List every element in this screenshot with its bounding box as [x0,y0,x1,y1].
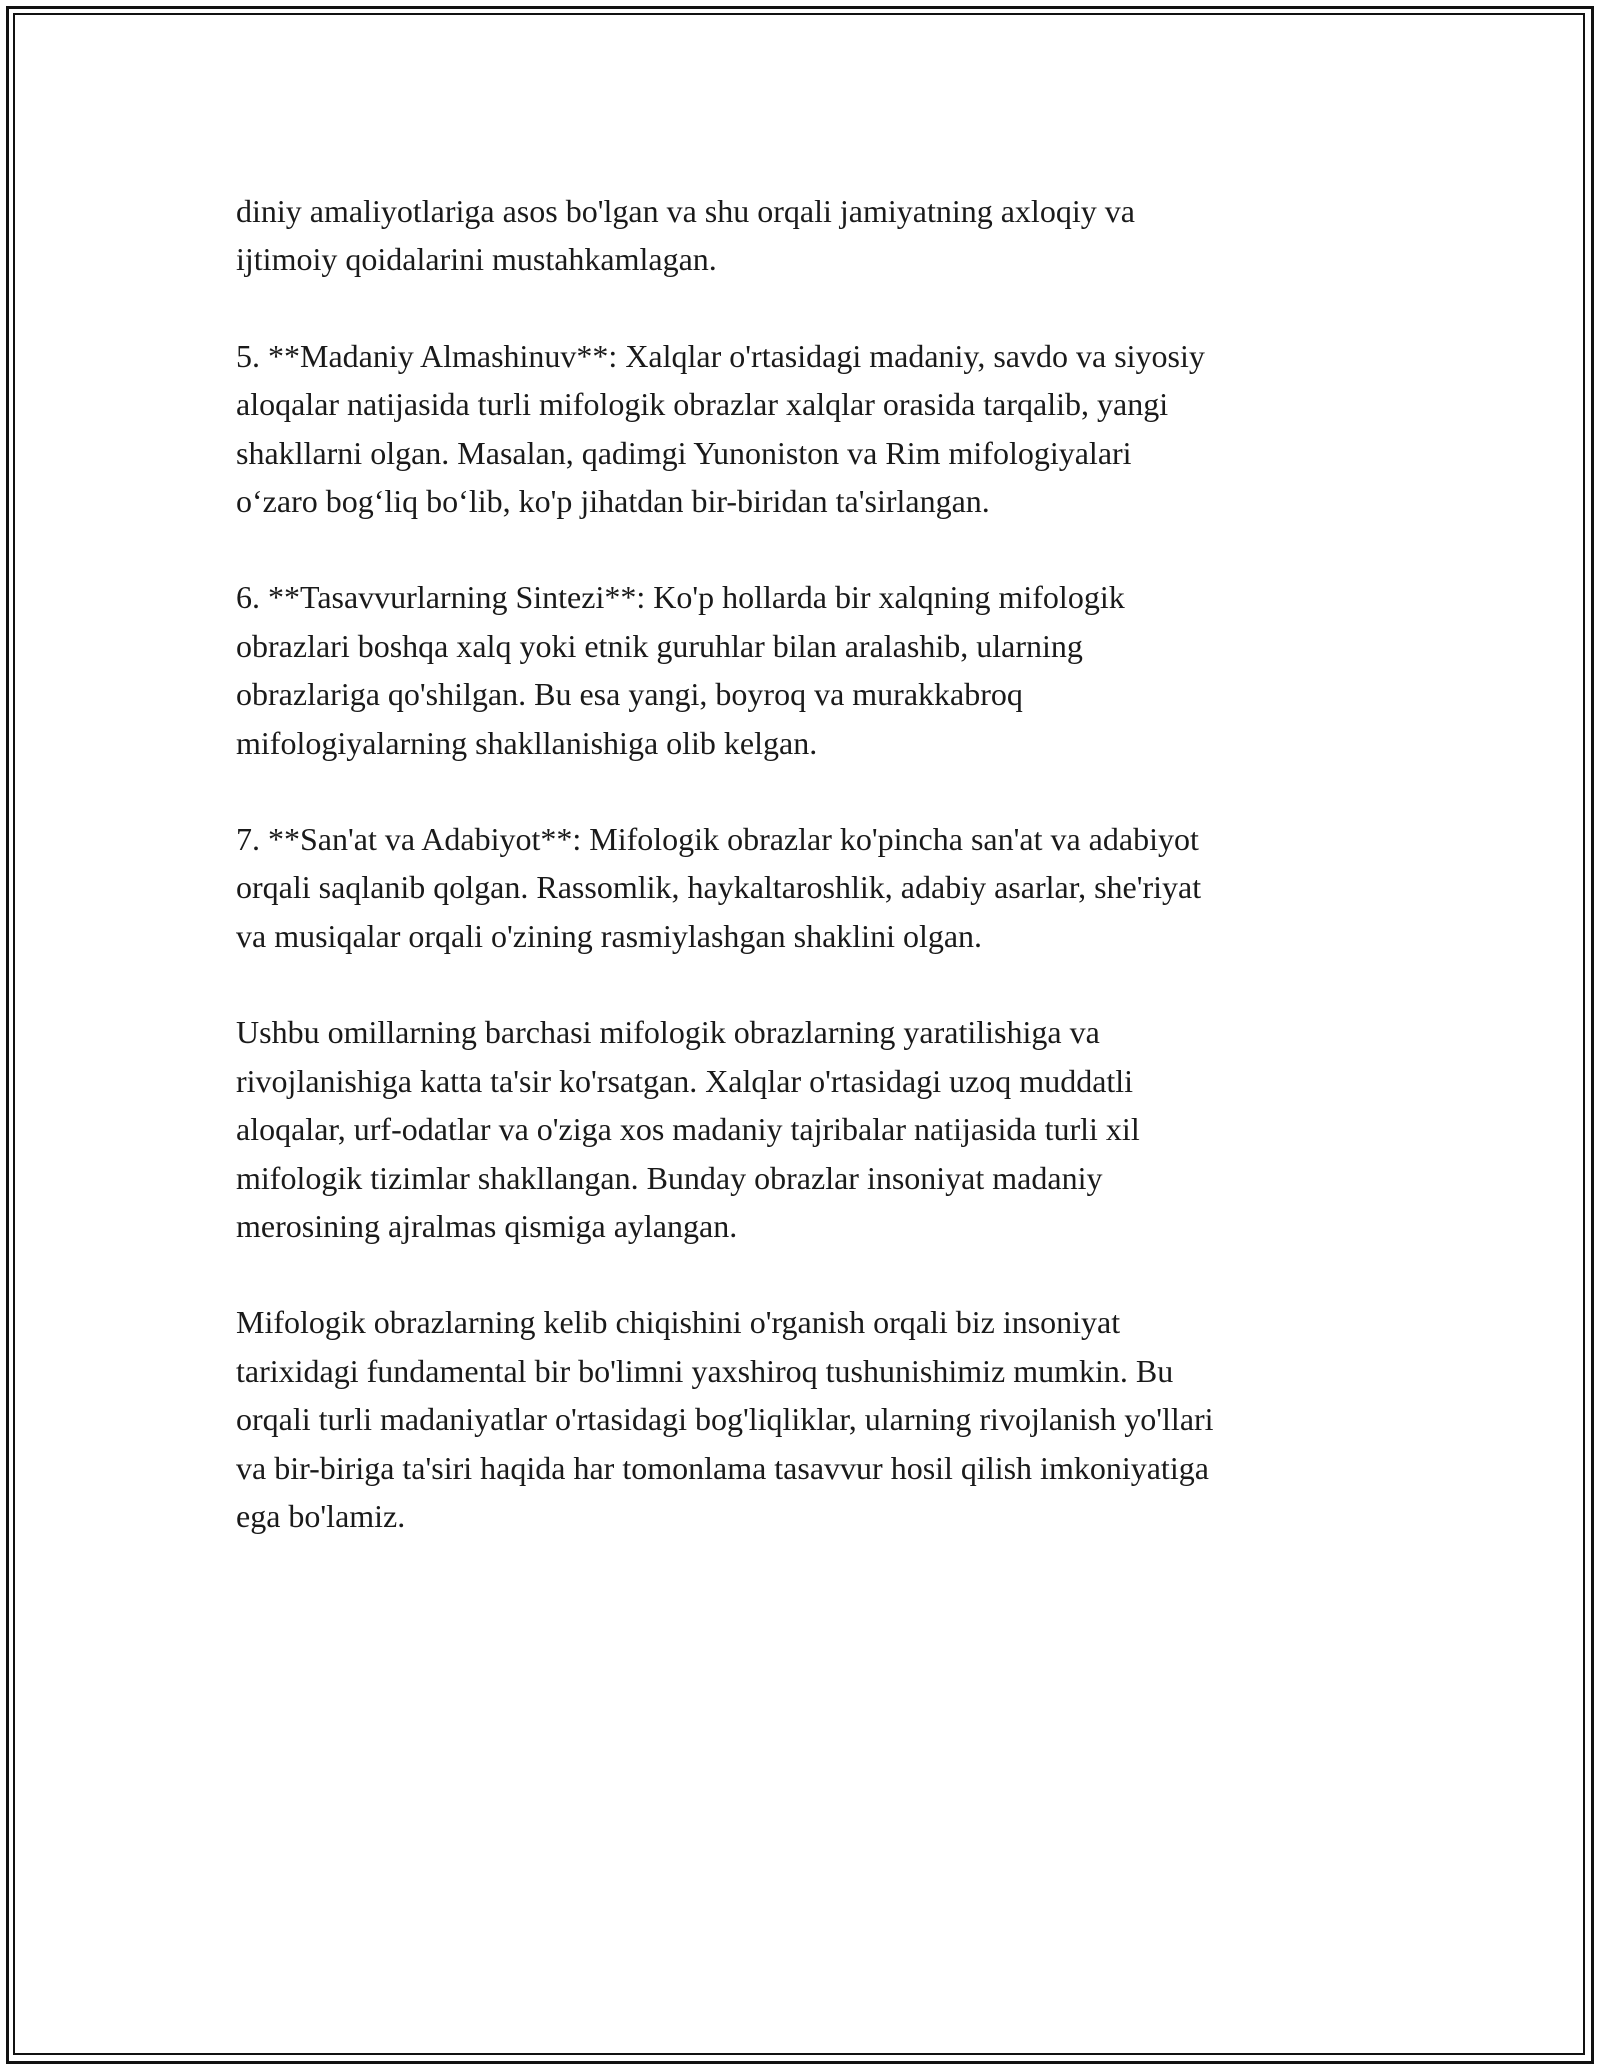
paragraph-conclusion: Mifologik obrazlarning kelib chiqishini o'rganish orqali biz insoniyat tarixidagi fundamental bir bo'limni yaxshiroq tushunishimiz mumkin. Bu orqali turli madaniyatlar o'rtasidagi bog'liqliklar, ularning rivojlanish yo'llari va bir-biriga ta'siri haqida har tomonlama tasavvur hosil qilish imkoniyatiga ega bo'lamiz. [236,1304,1214,1534]
paragraph-item-5: 5. **Madaniy Almashinuv**: Xalqlar o'rtasidagi madaniy, savdo va siyosiy aloqalar natijasida turli mifologik obrazlar xalqlar orasida tarqalib, yangi shakllarni olgan. Masalan, qadimgi Yunoniston va Rim mifologiyalari o‘zaro bog‘liq bo‘lib, ko'p jihatdan bir-biridan ta'sirlangan. [236,337,1205,520]
paragraph-item-6: 6. **Tasavvurlarning Sintezi**: Ko'p hollarda bir xalqning mifologik obrazlari boshqa xalq yoki etnik guruhlar bilan aralashib, ularning obrazlariga qo'shilgan. Bu esa yangi, boyroq va murakkabroq mifologiyalarning shakllanishiga olib kelgan. [236,579,1125,761]
paragraph-item-7: 7. **San'at va Adabiyot**: Mifologik obrazlar ko'pincha san'at va adabiyot orqali saqlanib qolgan. Rassomlik, haykaltaroshlik, adabiy asarlar, she'riyat va musiqalar orqali o'zining rasmiylashgan shaklini olgan. [236,821,1202,954]
paragraph-summary: Ushbu omillarning barchasi mifologik obrazlarning yaratilishiga va rivojlanishiga katta ta'sir ko'rsatgan. Xalqlar o'rtasidagi uzoq muddatli aloqalar, urf-odatlar va o'ziga xos madaniy tajribalar natijasida turli xil mifologik tizimlar shakllangan. Bunday obrazlar insoniyat madaniy merosining ajralmas qismiga aylangan. [236,1014,1140,1244]
paragraph-continuation: diniy amaliyotlariga asos bo'lgan va shu orqali jamiyatning axloqiy va ijtimoiy qoidalarini mustahkamlagan. [236,193,1135,278]
document-body [236,187,1376,1588]
